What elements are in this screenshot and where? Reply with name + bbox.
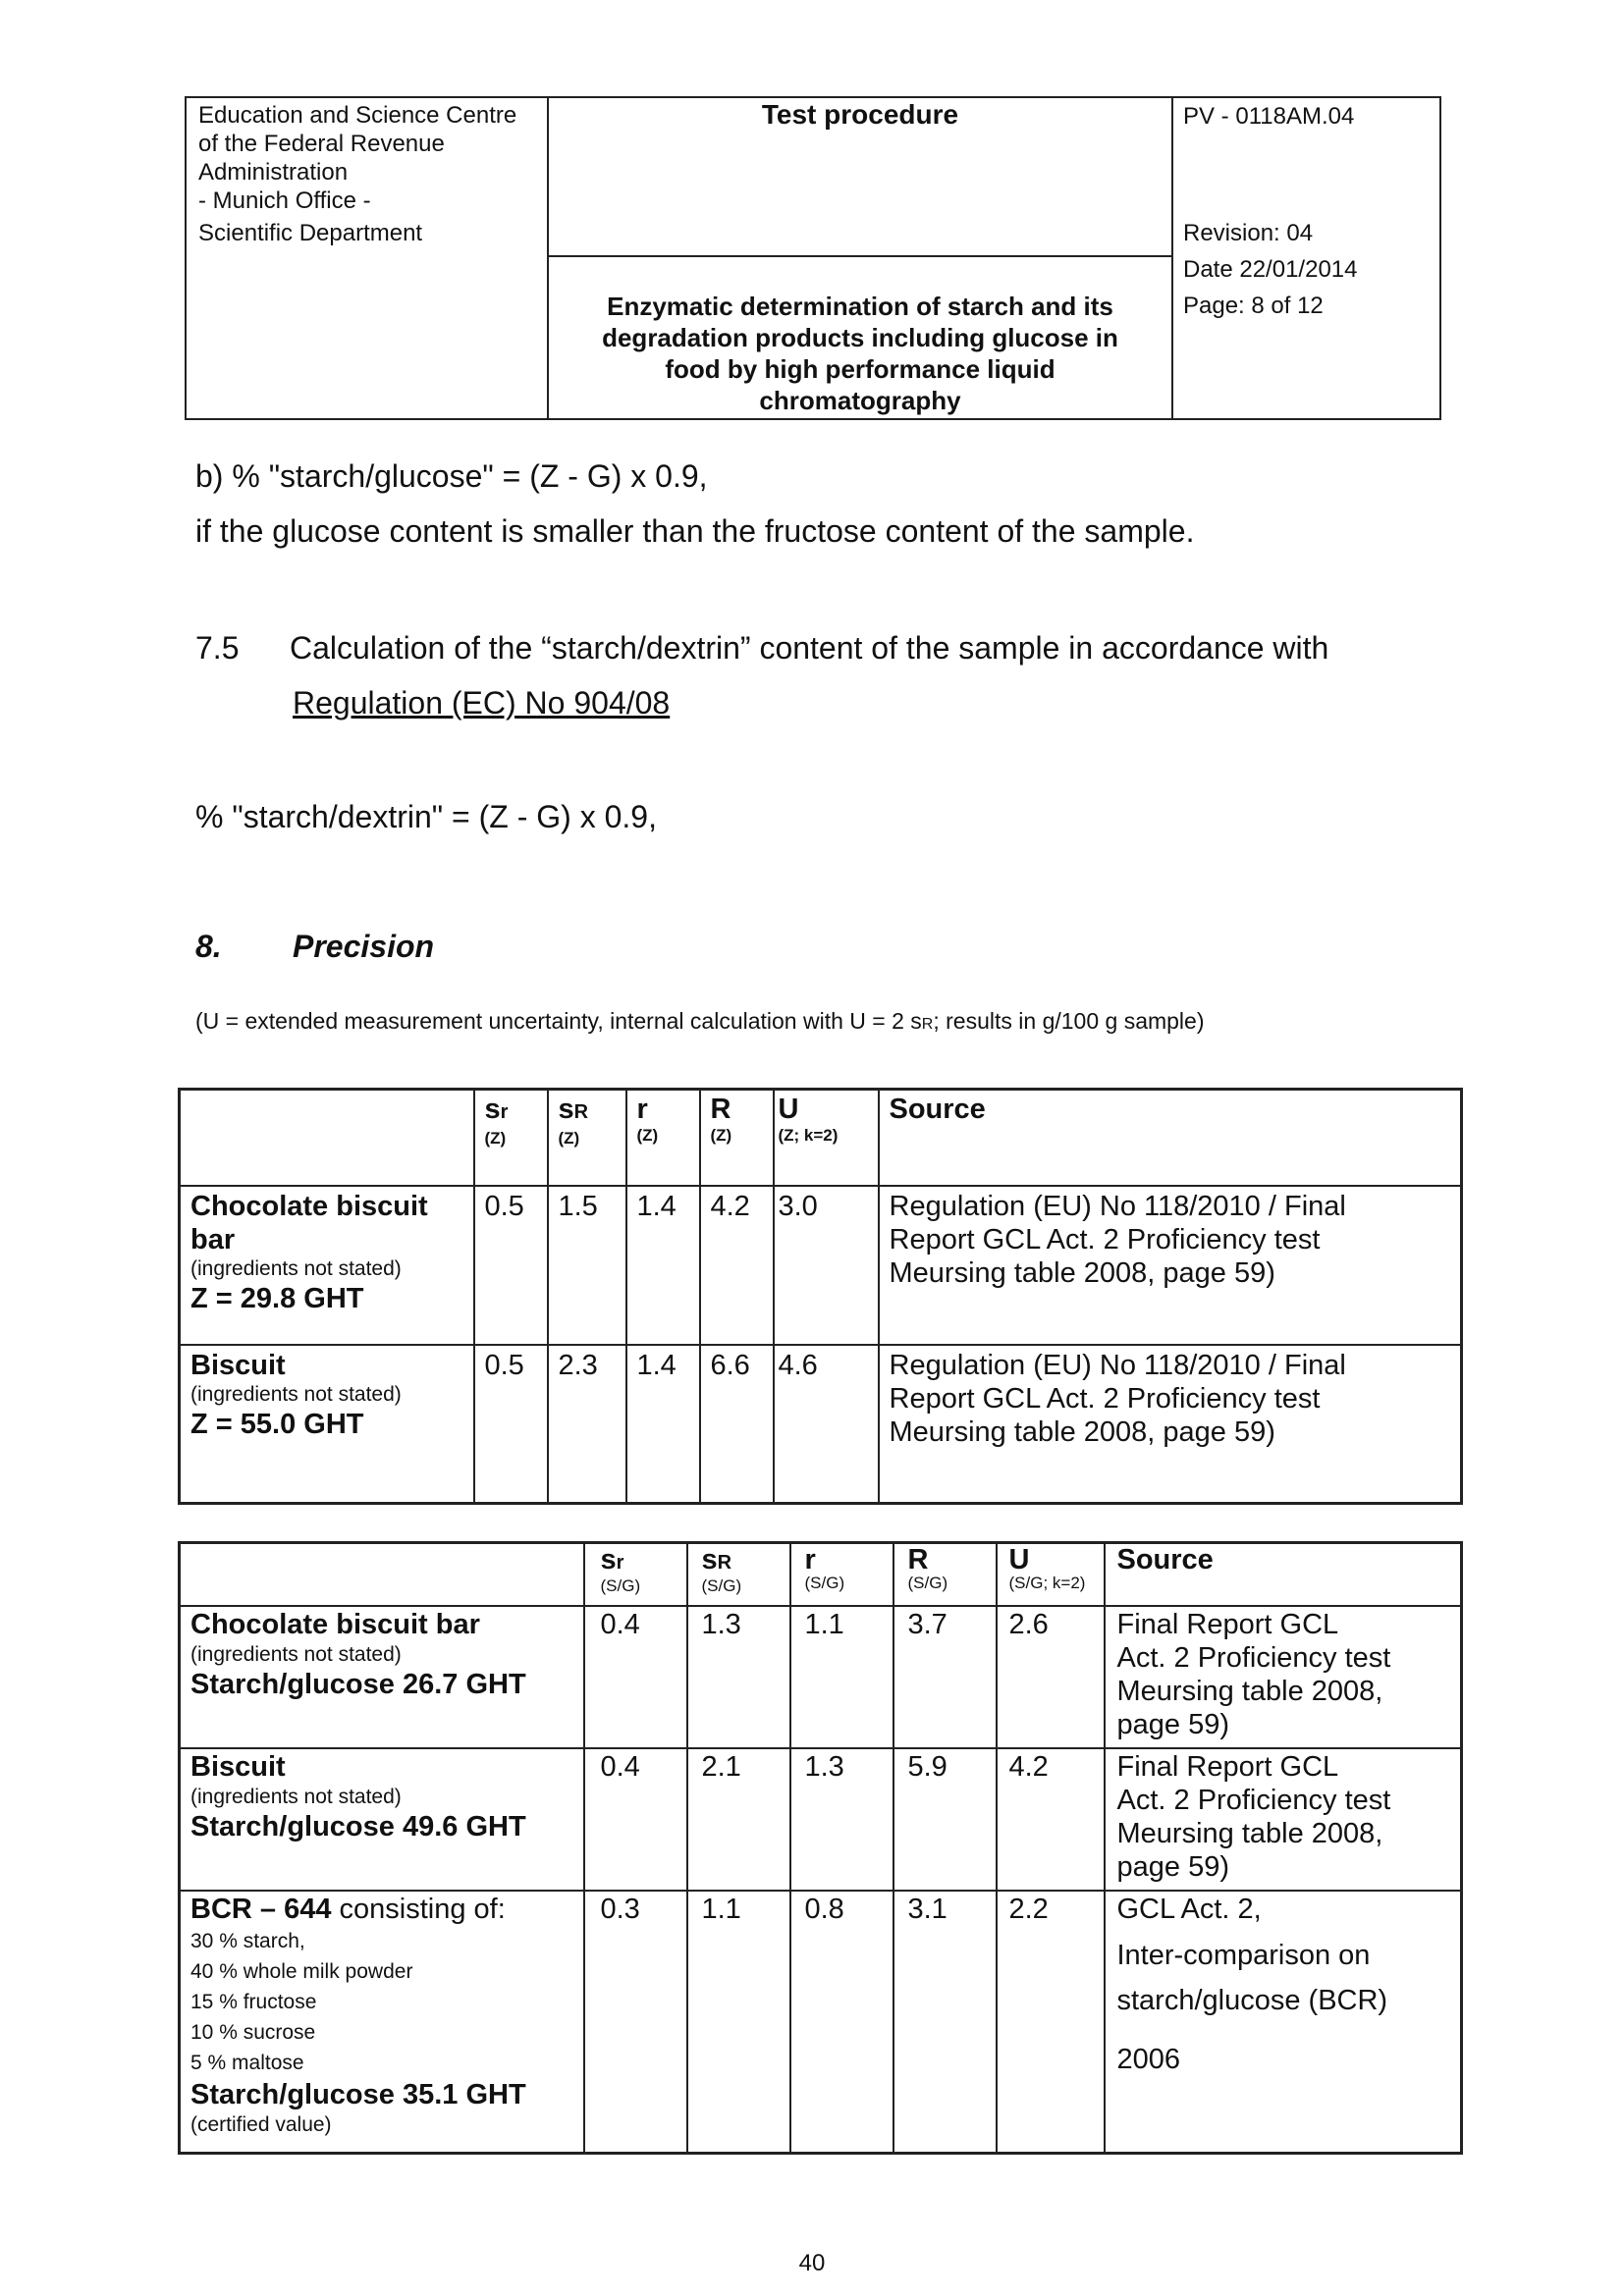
sample-cell: [180, 1748, 584, 1891]
org-line: Administration: [198, 159, 349, 186]
value-r: 1.3: [790, 1748, 893, 1891]
value-U: 2.6: [997, 1606, 1105, 1748]
note-text: ; results in g/100 g sample): [933, 1008, 1205, 1034]
source-cell: [1105, 1891, 1462, 2154]
title-line: food by high performance liquid: [665, 354, 1056, 384]
source-line: Inter-comparison on: [1116, 1939, 1371, 1971]
value-sr: 0.4: [584, 1606, 687, 1748]
value-U: 3.0: [774, 1186, 879, 1345]
document-title: [549, 291, 1171, 416]
value-sR: 1.3: [687, 1606, 790, 1748]
value-sr: 0.5: [474, 1186, 548, 1345]
table-row: [180, 1345, 1462, 1504]
symbol-note: (Z): [636, 1126, 659, 1145]
sample-cell: [180, 1186, 474, 1345]
value-r: 1.4: [626, 1186, 700, 1345]
symbol: s: [600, 1544, 617, 1575]
symbol: U: [778, 1094, 799, 1125]
section-8-number: 8.: [195, 929, 222, 964]
value-r: 1.4: [626, 1345, 700, 1504]
composition-line: 15 % fructose: [190, 1990, 317, 2013]
symbol: U: [1008, 1544, 1030, 1575]
sample-sg-value: Starch/glucose 26.7 GHT: [190, 1668, 526, 1700]
header-r: [790, 1543, 893, 1606]
symbol-note: (Z): [710, 1126, 732, 1145]
formula-starch-dextrin: % "starch/dextrin" = (Z - G) x 0.9,: [195, 799, 657, 834]
source-line: Report GCL Act. 2 Proficiency test: [889, 1223, 1321, 1255]
value-sR: 1.5: [548, 1186, 626, 1345]
header-org-cell: [187, 98, 549, 418]
symbol-note: (S/G): [804, 1574, 845, 1592]
source-line: Meursing table 2008, page 59): [889, 1256, 1275, 1289]
source-cell: [879, 1186, 1462, 1345]
sample-note: (ingredients not stated): [190, 1256, 402, 1280]
department: Scientific Department: [198, 220, 423, 246]
source-line: Act. 2 Proficiency test: [1116, 1784, 1391, 1816]
symbol-note: (Z; k=2): [778, 1126, 839, 1145]
org-line: Education and Science Centre: [198, 102, 517, 129]
formula-starch-glucose: b) % "starch/glucose" = (Z - G) x 0.9,: [195, 458, 708, 494]
sample-note: (ingredients not stated): [190, 1785, 402, 1808]
title-line: Enzymatic determination of starch and its: [607, 292, 1113, 321]
sample-note: (ingredients not stated): [190, 1382, 402, 1406]
composition-line: 40 % whole milk powder: [190, 1959, 413, 1983]
composition-line: 30 % starch,: [190, 1929, 305, 1952]
symbol-note: (S/G; k=2): [1008, 1574, 1086, 1592]
header-blank-cell: [180, 1090, 474, 1186]
source-line: starch/glucose (BCR): [1116, 1984, 1388, 2016]
value-r: 0.8: [790, 1891, 893, 2154]
source-line: Meursing table 2008,: [1116, 1675, 1383, 1707]
header-sr: [474, 1090, 548, 1186]
formula-condition: if the glucose content is smaller than the fructose content of the sample.: [195, 513, 1195, 549]
header-meta-cell: [1173, 98, 1439, 418]
table-row: [180, 1606, 1462, 1748]
section-8-title: Precision: [293, 929, 435, 964]
value-R: 6.6: [700, 1345, 774, 1504]
revision: Revision: 04: [1183, 220, 1314, 246]
value-sR: 1.1: [687, 1891, 790, 2154]
sample-sg-value: Starch/glucose 49.6 GHT: [190, 1810, 526, 1842]
symbol: R: [907, 1544, 929, 1575]
symbol: s: [558, 1094, 574, 1125]
certified-note: (certified value): [190, 2112, 332, 2136]
header-r: [626, 1090, 700, 1186]
page-indicator: Page: 8 of 12: [1183, 293, 1324, 319]
value-sR: 2.3: [548, 1345, 626, 1504]
symbol-sub: R: [717, 1552, 732, 1574]
source-line: Meursing table 2008, page 59): [889, 1415, 1275, 1448]
value-R: 4.2: [700, 1186, 774, 1345]
source-header: Source: [1116, 1544, 1214, 1575]
value-R: 3.7: [893, 1606, 997, 1748]
title-line: degradation products including glucose in: [602, 323, 1118, 352]
source-cell: [1105, 1748, 1462, 1891]
precision-table-z: [178, 1088, 1463, 1505]
value-r: 1.1: [790, 1606, 893, 1748]
sample-name: Chocolate biscuit bar: [190, 1608, 480, 1640]
table-header-row: [180, 1543, 1462, 1606]
note-subscript: R: [921, 1016, 934, 1033]
source-line: Meursing table 2008,: [1116, 1817, 1383, 1849]
symbol: r: [804, 1544, 816, 1575]
source-line: GCL Act. 2,: [1116, 1893, 1262, 1925]
symbol: s: [484, 1094, 501, 1125]
symbol-note: (S/G): [907, 1574, 948, 1592]
header-title-cell: [549, 98, 1173, 418]
header-U: [774, 1090, 879, 1186]
value-U: 2.2: [997, 1891, 1105, 2154]
note-text: (U = extended measurement uncertainty, internal calculation with U = 2 s: [195, 1008, 922, 1034]
value-sr: 0.4: [584, 1748, 687, 1891]
date: Date 22/01/2014: [1183, 256, 1358, 283]
sample-z-value: Z = 29.8 GHT: [190, 1282, 364, 1314]
header-R: [700, 1090, 774, 1186]
sample-name: Chocolate biscuit bar: [190, 1190, 428, 1255]
symbol-note: (S/G): [600, 1576, 641, 1595]
source-line: Report GCL Act. 2 Proficiency test: [889, 1382, 1321, 1415]
header-sR: [548, 1090, 626, 1186]
composition-line: 5 % maltose: [190, 2051, 304, 2074]
page-number: 40: [798, 2250, 826, 2276]
header-source: [879, 1090, 1462, 1186]
section-7-5-number: 7.5: [195, 630, 240, 666]
value-U: 4.6: [774, 1345, 879, 1504]
header-blank-cell: [180, 1543, 584, 1606]
table-header-row: [180, 1090, 1462, 1186]
org-line: of the Federal Revenue: [198, 131, 445, 157]
sample-name: BCR – 644: [190, 1893, 332, 1925]
sample-cell: [180, 1606, 584, 1748]
symbol-sub: r: [616, 1552, 624, 1574]
header-sR: [687, 1543, 790, 1606]
section-7-5-title: Calculation of the “starch/dextrin” content of the sample in accordance with: [290, 630, 1329, 666]
symbol-note: (Z): [558, 1129, 580, 1148]
value-R: 5.9: [893, 1748, 997, 1891]
sample-cell: [180, 1345, 474, 1504]
symbol: s: [701, 1544, 718, 1575]
sample-sg-value: Starch/glucose 35.1 GHT: [190, 2078, 526, 2110]
header-R: [893, 1543, 997, 1606]
table-row: [180, 1891, 1462, 2154]
value-sR: 2.1: [687, 1748, 790, 1891]
source-line: Regulation (EU) No 118/2010 / Final: [889, 1190, 1346, 1222]
doc-number: PV - 0118AM.04: [1183, 103, 1355, 130]
symbol-note: (Z): [484, 1129, 507, 1148]
regulation-reference: Regulation (EC) No 904/08: [293, 685, 671, 721]
org-line: - Munich Office -: [198, 187, 371, 214]
doc-type: Test procedure: [761, 99, 959, 130]
title-line: chromatography: [759, 386, 961, 415]
precision-table-sg: [178, 1541, 1463, 2155]
header-source: [1105, 1543, 1462, 1606]
source-cell: [1105, 1606, 1462, 1748]
header-sr: [584, 1543, 687, 1606]
source-line: Act. 2 Proficiency test: [1116, 1641, 1391, 1674]
table-row: [180, 1186, 1462, 1345]
sample-z-value: Z = 55.0 GHT: [190, 1408, 364, 1440]
symbol: r: [636, 1094, 648, 1125]
value-sr: 0.3: [584, 1891, 687, 2154]
source-header: Source: [889, 1094, 986, 1125]
sample-note: (ingredients not stated): [190, 1642, 402, 1666]
source-line: Regulation (EU) No 118/2010 / Final: [889, 1349, 1346, 1381]
sample-name: Biscuit: [190, 1750, 286, 1783]
symbol-note: (S/G): [701, 1576, 742, 1595]
source-line: Final Report GCL: [1116, 1750, 1339, 1783]
header-divider: [549, 255, 1171, 257]
value-R: 3.1: [893, 1891, 997, 2154]
header-U: [997, 1543, 1105, 1606]
composition-line: 10 % sucrose: [190, 2020, 316, 2044]
source-cell: [879, 1345, 1462, 1504]
symbol: R: [710, 1094, 731, 1125]
organization-name: [198, 101, 516, 215]
sample-name-suffix: consisting of:: [331, 1893, 506, 1925]
symbol-sub: r: [500, 1101, 509, 1123]
value-U: 4.2: [997, 1748, 1105, 1891]
value-sr: 0.5: [474, 1345, 548, 1504]
source-line: page 59): [1116, 1850, 1229, 1883]
source-line: Final Report GCL: [1116, 1608, 1339, 1640]
source-line: 2006: [1116, 2043, 1181, 2075]
precision-note: [195, 1008, 1205, 1035]
sample-cell: [180, 1891, 584, 2154]
document-header: [185, 96, 1441, 420]
sample-name: Biscuit: [190, 1349, 286, 1381]
table-row: [180, 1748, 1462, 1891]
symbol-sub: R: [573, 1101, 589, 1123]
source-line: page 59): [1116, 1708, 1229, 1740]
